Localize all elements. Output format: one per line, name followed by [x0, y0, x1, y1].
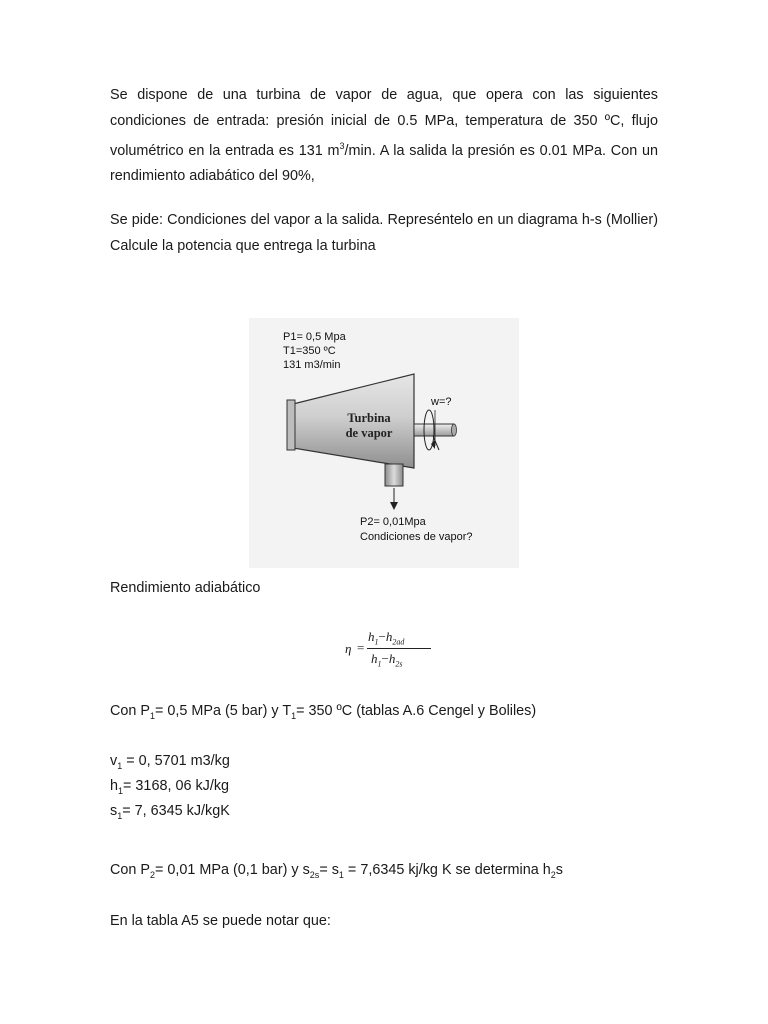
table-note: En la tabla A5 se puede notar que:	[110, 913, 331, 929]
outlet-conditions-label: Condiciones de vapor?	[360, 531, 473, 543]
turbine-name-line1: Turbina	[347, 411, 391, 425]
enthalpy-line: $h_1= 3168$, 06 kJ/kg	[110, 778, 230, 796]
inlet-flow-label: 131 m3/min	[283, 359, 341, 371]
section-heading: Rendimiento adiabático	[110, 580, 261, 596]
eta-symbol: η	[345, 641, 352, 656]
turbine-name-line2: de vapor	[345, 426, 393, 440]
equals-sign: =	[357, 640, 365, 655]
inlet-temperature-label: T1=350 ºC	[283, 345, 336, 357]
fraction-bar	[367, 648, 431, 649]
formula-numerator: $h_1-h_{2ad}$	[368, 629, 405, 647]
outlet-pipe	[385, 464, 403, 486]
work-label: w=?	[431, 396, 452, 408]
inlet-flange	[287, 400, 295, 450]
formula-denominator: $h_1-h_{2s}$	[371, 651, 403, 669]
problem-request: Se pide: Condiciones del vapor a la salida. Represéntelo en un diagrama h-s (Mollier) Calcule la potencia que entrega la turbina	[110, 212, 658, 254]
specific-volume-line: $v_1 = 0$, 5701 m3/kg	[110, 753, 230, 771]
entropy-line: $s_1= 7$, 6345 kJ/kgK	[110, 803, 230, 821]
inlet-pressure-label: P1= 0,5 Mpa	[283, 331, 346, 343]
turbine-diagram	[249, 318, 519, 568]
efficiency-formula	[345, 627, 435, 671]
problem-statement: Se dispone de una turbina de vapor de agua, que opera con las siguientes condiciones de entrada: presión inicial de 0.5 MPa, temperatura de 350 ºC, flujo volumétrico en la entrada es 131 $m^3/\min$. A la salida la presión es 0.01 MPa. Con un rendimiento adiabático del 90%,	[110, 87, 658, 185]
state1-conditions: Con $P_1= 0,5$ MPa (5 bar) y $T_1= 350$ ºC (tablas A.6 Cengel y Boliles)	[110, 703, 537, 721]
state2-conditions: Con $P_2= 0,01$ MPa (0,1 bar) y $s_{2s}= s_1 = 7,6345$ kj/kg K se determina $h_2s$	[110, 862, 563, 880]
outlet-pressure-label: P2= 0,01Mpa	[360, 516, 426, 528]
